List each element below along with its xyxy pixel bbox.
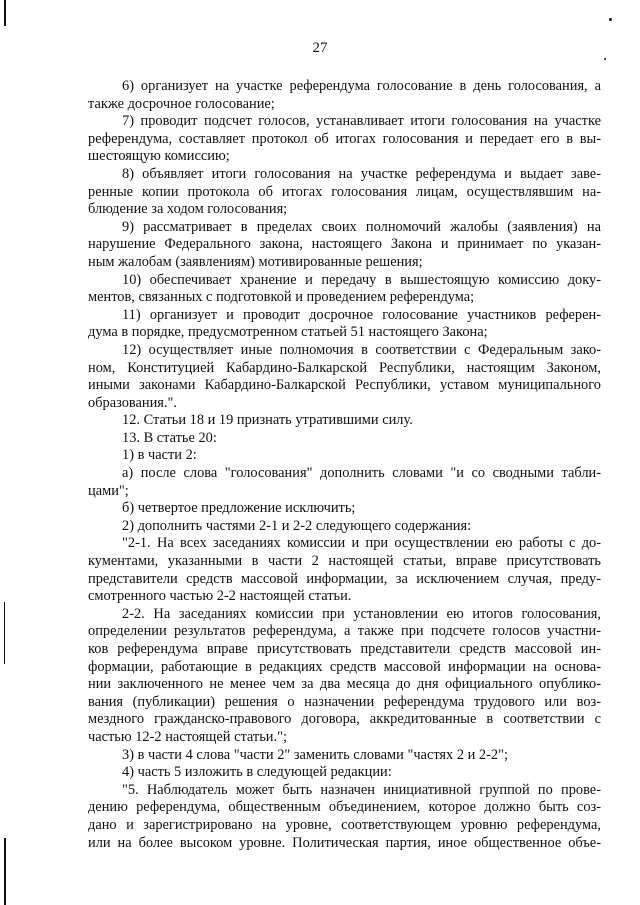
text-line: дано и зарегистрировано на уровне, соответствующем уровню референдума, bbox=[88, 816, 601, 833]
text-line: смотренного частью 2-2 настоящей статьи. bbox=[88, 588, 352, 605]
text-line: ментов, связанных с подготовкой и проведением референдума; bbox=[88, 289, 475, 306]
text-line: "5. Наблюдатель может быть назначен инициативной группой по прове- bbox=[122, 781, 601, 798]
text-line: дению референдума, общественным объединением, которое должно быть соз- bbox=[88, 799, 601, 816]
text-line: образования.". bbox=[88, 394, 177, 411]
text-line: 3) в части 4 слова "части 2" заменить словами "частях 2 и 2-2"; bbox=[122, 746, 508, 763]
text-line: 12. Статьи 18 и 19 признать утратившими силу. bbox=[122, 412, 413, 429]
text-line: кументами, указанными в части 2 настоящей статьи, вправе присутствовать bbox=[88, 553, 601, 570]
text-line: 6) организует на участке референдума голосование в день голосования, а bbox=[122, 78, 601, 94]
text-line: б) четвертое предложение исключить; bbox=[122, 500, 356, 517]
text-line: 1) в части 2: bbox=[122, 447, 197, 464]
text-line: 13. В статье 20: bbox=[122, 429, 217, 446]
text-line: 7) проводит подсчет голосов, устанавливает итоги голосования на участке bbox=[122, 113, 601, 130]
text-line: 2) дополнить частями 2-1 и 2-2 следующего содержания: bbox=[122, 517, 472, 534]
text-line: дума в порядке, предусмотренном статьей 51 настоящего Закона; bbox=[88, 324, 488, 341]
text-line: 9) рассматривает в пределах своих полномочий жалобы (заявления) на bbox=[122, 218, 601, 235]
text-line: 2-2. На заседаниях комиссии при установлении ею итогов голосования, bbox=[122, 605, 601, 622]
left-margin-mark-middle bbox=[4, 602, 5, 664]
text-line: 12) осуществляет иные полномочия в соответствии с Федеральным зако- bbox=[122, 341, 601, 358]
text-line: 8) объявляет итоги голосования на участке референдума и выдает заве- bbox=[122, 165, 601, 182]
left-margin-mark-top bbox=[4, 0, 6, 26]
text-line: ков референдума вправе присутствовать представители средств массовой ин- bbox=[88, 641, 601, 657]
text-line: 10) обеспечивает хранение и передачу в вышестоящую комиссию доку- bbox=[122, 271, 601, 288]
text-line: или на более высоком уровне. Политическая партия, иное общественное объе- bbox=[88, 834, 601, 851]
text-line: 4) часть 5 изложить в следующей редакции: bbox=[122, 764, 392, 781]
text-line: частью 12-2 настоящей статьи."; bbox=[88, 728, 287, 745]
text-line: а) после слова "голосования" дополнить словами "и со сводными табли- bbox=[122, 465, 601, 482]
text-line: вания (публикации) решения о назначении референдума трудового или воз- bbox=[88, 693, 601, 710]
text-line: также досрочное голосование; bbox=[88, 95, 275, 112]
scan-speck bbox=[609, 18, 612, 21]
page-number: 27 bbox=[312, 40, 328, 56]
text-line: шестоящую комиссию; bbox=[88, 148, 230, 165]
left-margin-mark-bottom bbox=[4, 838, 6, 905]
text-line: референдума, составляет протокол об итогах голосования и передает его в вы- bbox=[88, 130, 601, 147]
text-line: "2-1. На всех заседаниях комиссии и при осуществлении ею работы с до- bbox=[122, 535, 601, 552]
text-line: представители средств массовой информации, за исключением случая, преду- bbox=[88, 570, 601, 587]
text-line: иными законами Кабардино-Балкарской Республики, уставом муниципального bbox=[88, 377, 601, 394]
text-line: ном, Конституцией Кабардино-Балкарской Республики, настоящим Законом, bbox=[88, 359, 601, 376]
text-line: нии заключенного не менее чем за два месяца до дня официального опублико- bbox=[88, 676, 601, 693]
text-line: ренные копии протокола об итогах голосования лицам, осуществлявшим на- bbox=[88, 183, 601, 200]
document-body bbox=[88, 78, 601, 852]
scan-speck bbox=[604, 58, 606, 60]
text-line: нарушение Федерального закона, настоящего Закона и принимает по указан- bbox=[88, 236, 601, 253]
text-line: формации, работающие в редакциях средств массовой информации на основа- bbox=[88, 658, 601, 675]
text-line: определении результатов референдума, а также при подсчете голосов участни- bbox=[88, 623, 601, 640]
text-line: ным жалобам (заявлениям) мотивированные решения; bbox=[88, 253, 423, 270]
text-line: мездного гражданско-правового договора, аккредитованные в соответствии с bbox=[88, 711, 601, 728]
text-line: 11) организует и проводит досрочное голосование участников референ- bbox=[122, 306, 601, 323]
text-line: блюдение за ходом голосования; bbox=[88, 201, 288, 218]
text-line: цами"; bbox=[88, 482, 129, 499]
